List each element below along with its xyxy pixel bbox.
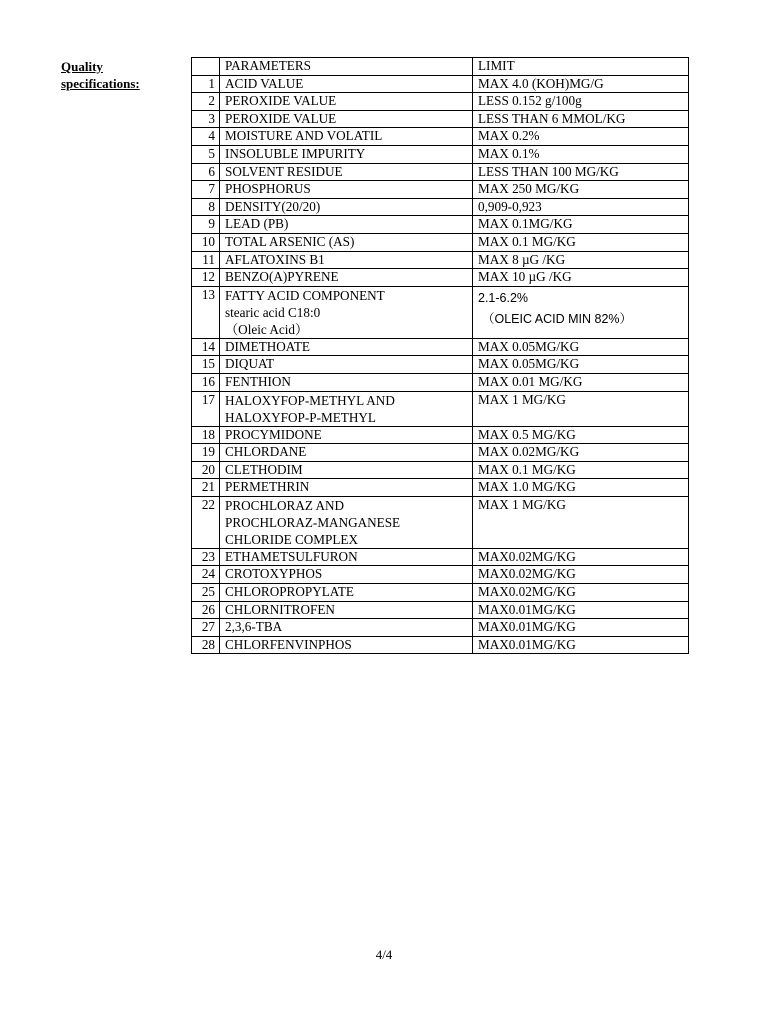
row-number: 12 <box>192 269 220 287</box>
table-row <box>192 216 689 234</box>
parameter-line: HALOXYFOP-P-METHYL <box>225 409 376 425</box>
limit-cell: MAX0.01MG/KG <box>473 636 689 654</box>
parameter-line: CHLORIDE COMPLEX <box>225 531 358 547</box>
table-row <box>192 128 689 146</box>
limit-cell: 0,909-0,923 <box>473 198 689 216</box>
row-number: 13 <box>192 286 220 338</box>
limit-cell: MAX 1.0 MG/KG <box>473 479 689 497</box>
limit-cell: MAX 0.1% <box>473 145 689 163</box>
table-row <box>192 479 689 497</box>
parameter-cell: ETHAMETSULFURON <box>220 548 473 566</box>
limit-cell: LESS THAN 6 MMOL/KG <box>473 110 689 128</box>
limit-cell <box>473 286 689 338</box>
limit-cell: MAX 0.05MG/KG <box>473 338 689 356</box>
table-row <box>192 145 689 163</box>
parameter-cell: ACID VALUE <box>220 75 473 93</box>
table-row <box>192 426 689 444</box>
header-parameters: PARAMETERS <box>220 58 473 76</box>
row-number: 25 <box>192 584 220 602</box>
limit-cell: MAX 0.05MG/KG <box>473 356 689 374</box>
table-row <box>192 566 689 584</box>
limit-cell: LESS THAN 100 MG/KG <box>473 163 689 181</box>
row-number: 23 <box>192 548 220 566</box>
section-label-line2: specifications: <box>61 76 140 91</box>
parameter-line: stearic acid C18:0 <box>225 304 321 320</box>
row-number: 3 <box>192 110 220 128</box>
parameter-cell: FENTHION <box>220 373 473 391</box>
row-number: 28 <box>192 636 220 654</box>
table-row <box>192 181 689 199</box>
limit-cell: MAX 0.2% <box>473 128 689 146</box>
limit-cell: LESS 0.152 g/100g <box>473 93 689 111</box>
row-number: 16 <box>192 373 220 391</box>
parameter-line: （Oleic Acid） <box>225 321 309 337</box>
parameter-cell: PHOSPHORUS <box>220 181 473 199</box>
row-number: 14 <box>192 338 220 356</box>
table-row <box>192 373 689 391</box>
limit-cell: MAX 250 MG/KG <box>473 181 689 199</box>
parameter-cell: LEAD (PB) <box>220 216 473 234</box>
parameter-cell: 2,3,6-TBA <box>220 619 473 637</box>
limit-cell: MAX0.02MG/KG <box>473 566 689 584</box>
parameter-cell <box>220 496 473 548</box>
row-number: 4 <box>192 128 220 146</box>
parameter-cell: INSOLUBLE IMPURITY <box>220 145 473 163</box>
table-row <box>192 619 689 637</box>
row-number: 17 <box>192 391 220 426</box>
limit-cell: MAX 0.02MG/KG <box>473 444 689 462</box>
table-row <box>192 269 689 287</box>
row-number: 9 <box>192 216 220 234</box>
row-number: 2 <box>192 93 220 111</box>
table-row <box>192 110 689 128</box>
parameter-cell: CHLORDANE <box>220 444 473 462</box>
quality-spec-table <box>191 57 689 654</box>
table-header-row <box>192 58 689 76</box>
limit-cell: MAX 0.1MG/KG <box>473 216 689 234</box>
table-row <box>192 356 689 374</box>
table-row <box>192 163 689 181</box>
limit-cell: MAX 8 µG /KG <box>473 251 689 269</box>
row-number: 11 <box>192 251 220 269</box>
parameter-cell: CLETHODIM <box>220 461 473 479</box>
parameter-cell: DIQUAT <box>220 356 473 374</box>
table-row <box>192 251 689 269</box>
limit-cell: MAX 4.0 (KOH)MG/G <box>473 75 689 93</box>
table-row <box>192 391 689 426</box>
page-number: 4/4 <box>375 947 393 962</box>
parameter-cell <box>220 391 473 426</box>
table-body <box>192 58 689 654</box>
table-row <box>192 636 689 654</box>
section-label <box>61 58 140 92</box>
table-row <box>192 584 689 602</box>
header-limit: LIMIT <box>473 58 689 76</box>
row-number: 19 <box>192 444 220 462</box>
parameter-cell <box>220 286 473 338</box>
parameter-cell: PEROXIDE VALUE <box>220 93 473 111</box>
table-row <box>192 338 689 356</box>
row-number: 10 <box>192 233 220 251</box>
row-number: 15 <box>192 356 220 374</box>
table-row <box>192 444 689 462</box>
header-num <box>192 58 220 76</box>
parameter-line: PROCHLORAZ AND <box>225 497 345 513</box>
row-number: 1 <box>192 75 220 93</box>
row-number: 8 <box>192 198 220 216</box>
limit-cell: MAX0.01MG/KG <box>473 601 689 619</box>
parameter-cell: PERMETHRIN <box>220 479 473 497</box>
limit-cell: MAX 10 µG /KG <box>473 269 689 287</box>
table-row <box>192 548 689 566</box>
row-number: 7 <box>192 181 220 199</box>
table-row <box>192 601 689 619</box>
row-number: 6 <box>192 163 220 181</box>
limit-cell: MAX0.01MG/KG <box>473 619 689 637</box>
parameter-line: PROCHLORAZ-MANGANESE <box>225 514 401 530</box>
parameter-cell: BENZO(A)PYRENE <box>220 269 473 287</box>
table-row <box>192 496 689 548</box>
table-row <box>192 198 689 216</box>
parameter-cell: PEROXIDE VALUE <box>220 110 473 128</box>
limit-cell: MAX 1 MG/KG <box>473 391 689 426</box>
limit-cell: MAX 0.5 MG/KG <box>473 426 689 444</box>
parameter-cell: CROTOXYPHOS <box>220 566 473 584</box>
limit-cell: MAX 1 MG/KG <box>473 496 689 548</box>
limit-cell: MAX0.02MG/KG <box>473 584 689 602</box>
table-row <box>192 75 689 93</box>
row-number: 27 <box>192 619 220 637</box>
parameter-line: HALOXYFOP-METHYL AND <box>225 392 395 408</box>
row-number: 22 <box>192 496 220 548</box>
parameter-cell: CHLOROPROPYLATE <box>220 584 473 602</box>
parameter-line: FATTY ACID COMPONENT <box>225 287 385 303</box>
parameter-cell: CHLORNITROFEN <box>220 601 473 619</box>
parameter-cell: MOISTURE AND VOLATIL <box>220 128 473 146</box>
parameter-cell: CHLORFENVINPHOS <box>220 636 473 654</box>
parameter-cell: TOTAL ARSENIC (AS) <box>220 233 473 251</box>
limit-line: 2.1-6.2% <box>478 290 529 305</box>
row-number: 18 <box>192 426 220 444</box>
parameter-cell: DIMETHOATE <box>220 338 473 356</box>
limit-cell: MAX 0.1 MG/KG <box>473 461 689 479</box>
row-number: 5 <box>192 145 220 163</box>
row-number: 21 <box>192 479 220 497</box>
limit-cell: MAX 0.01 MG/KG <box>473 373 689 391</box>
table-row <box>192 461 689 479</box>
limit-cell: MAX0.02MG/KG <box>473 548 689 566</box>
limit-cell: MAX 0.1 MG/KG <box>473 233 689 251</box>
row-number: 24 <box>192 566 220 584</box>
row-number: 26 <box>192 601 220 619</box>
table-row <box>192 93 689 111</box>
parameter-cell: PROCYMIDONE <box>220 426 473 444</box>
parameter-cell: SOLVENT RESIDUE <box>220 163 473 181</box>
row-number: 20 <box>192 461 220 479</box>
table-row <box>192 286 689 338</box>
table-row <box>192 233 689 251</box>
section-label-line1: Quality <box>61 59 103 74</box>
parameter-cell: AFLATOXINS B1 <box>220 251 473 269</box>
parameter-cell: DENSITY(20/20) <box>220 198 473 216</box>
limit-line: （OLEIC ACID MIN 82%） <box>482 311 633 326</box>
